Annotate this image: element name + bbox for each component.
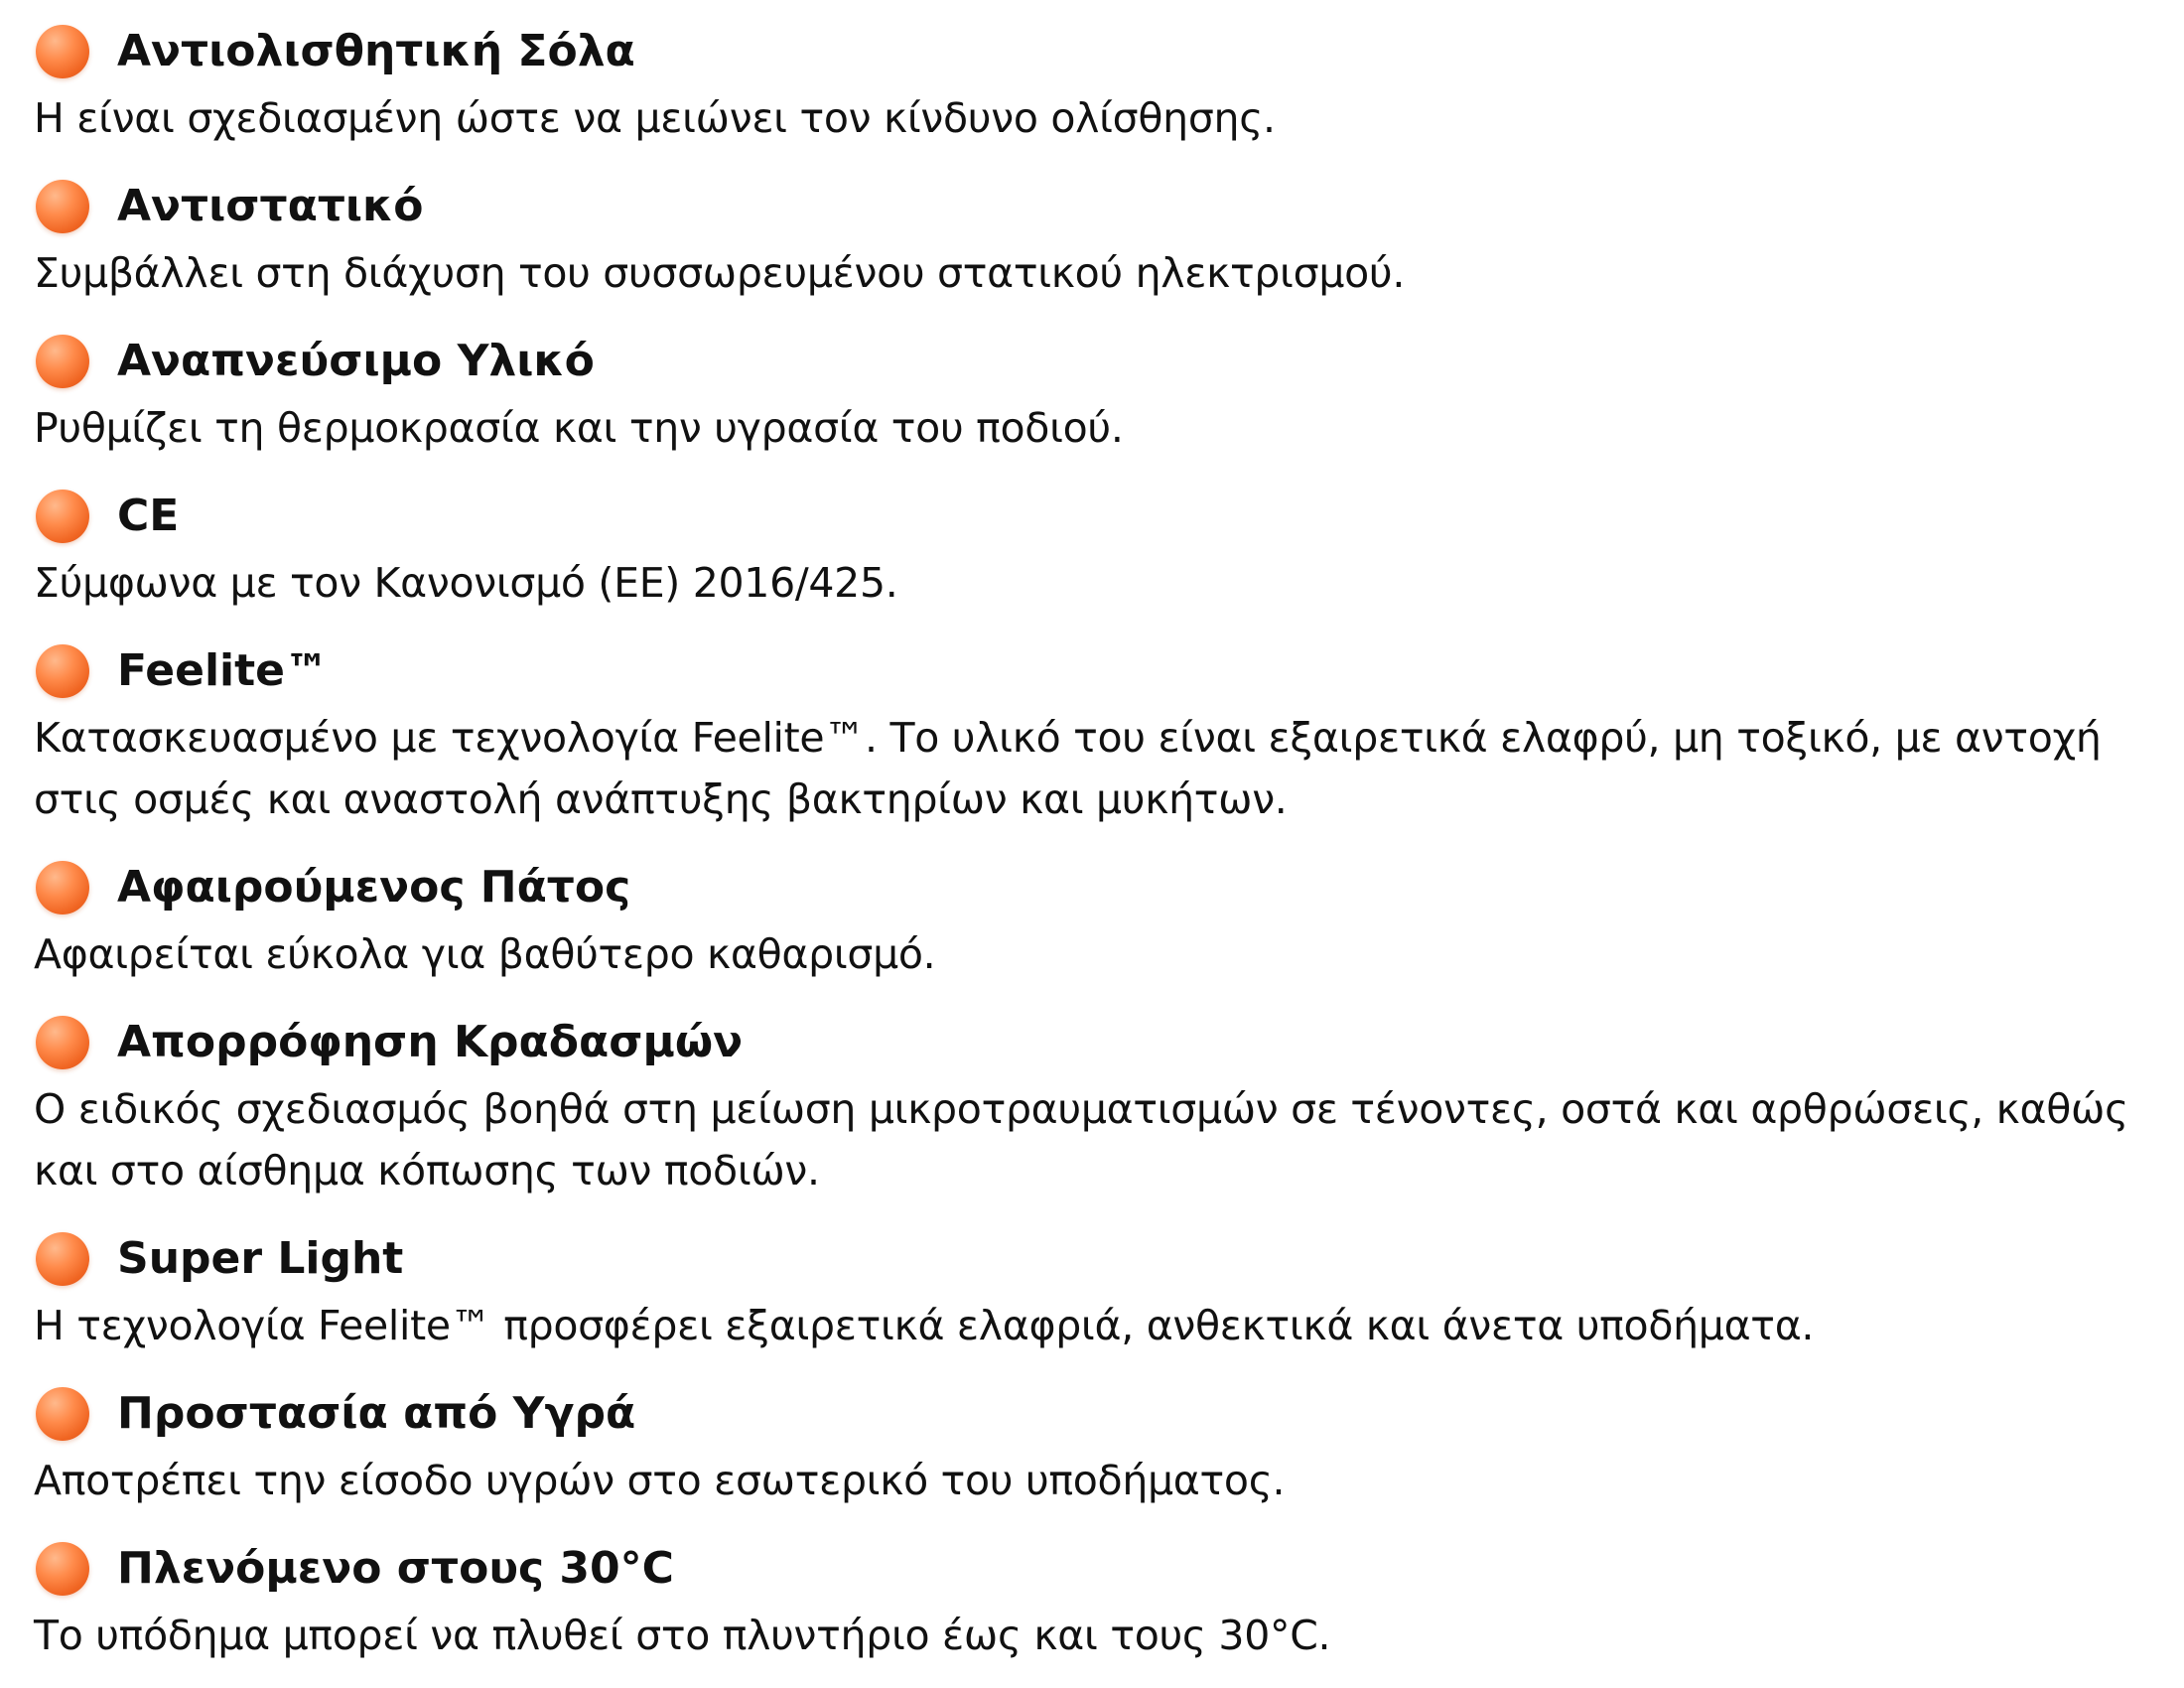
feature-list [34, 16, 2168, 1688]
feature-item-anti-slip [34, 16, 2168, 149]
feature-item-removable-insole [34, 852, 2168, 985]
orange-bullet-icon [36, 644, 89, 698]
feature-item-antistatic [34, 171, 2168, 304]
feature-header [34, 1533, 2168, 1605]
feature-title: Αφαιρούμενος Πάτος [117, 862, 631, 913]
feature-description: Αποτρέπει την είσοδο υγρών στο εσωτερικό του υποδήματος. [34, 1457, 1286, 1504]
orange-bullet-icon [36, 490, 89, 543]
orange-bullet-icon [36, 1232, 89, 1286]
feature-header [34, 1223, 2168, 1295]
feature-title: Απορρόφηση Κραδασμών [117, 1017, 744, 1067]
feature-description: Κατασκευασμένο με τεχνολογία Feelite™. Το υλικό του είναι εξαιρετικά ελαφρύ, μη τοξικό, με αντοχή στις οσμές και αναστολή ανάπτυξης βακτηρίων και μυκήτων. [34, 714, 2102, 823]
feature-header [34, 481, 2168, 552]
feature-title: Αντιστατικό [117, 181, 424, 231]
orange-bullet-icon [36, 180, 89, 233]
feature-header [34, 326, 2168, 397]
feature-title: Feelite™ [117, 645, 329, 696]
orange-bullet-icon [36, 25, 89, 78]
feature-title: Προστασία από Υγρά [117, 1388, 636, 1439]
orange-bullet-icon [36, 861, 89, 914]
feature-title: Πλενόμενο στους 30°C [117, 1543, 674, 1594]
feature-header [34, 1378, 2168, 1450]
feature-description: Η είναι σχεδιασμένη ώστε να μειώνει τον κίνδυνο ολίσθησης. [34, 94, 1276, 142]
feature-item-washable [34, 1533, 2168, 1666]
feature-header [34, 635, 2168, 707]
orange-bullet-icon [36, 1542, 89, 1596]
feature-description: Το υπόδημα μπορεί να πλυθεί στο πλυντήριο έως και τους 30°C. [34, 1612, 1331, 1659]
feature-description: Ο ειδικός σχεδιασμός βοηθά στη μείωση μικροτραυματισμών σε τένοντες, οστά και αρθρώσεις, καθώς και στο αίσθημα κόπωσης των ποδιών. [34, 1085, 2128, 1195]
feature-header [34, 16, 2168, 87]
feature-title: Αναπνεύσιμο Υλικό [117, 336, 595, 386]
feature-title: Super Light [117, 1233, 404, 1284]
feature-item-liquid-protection [34, 1378, 2168, 1511]
feature-header [34, 852, 2168, 923]
feature-item-feelite [34, 635, 2168, 830]
feature-item-super-light [34, 1223, 2168, 1356]
feature-description: Συμβάλλει στη διάχυση του συσσωρευμένου στατικού ηλεκτρισμού. [34, 249, 1406, 297]
feature-header [34, 1007, 2168, 1078]
feature-title: CE [117, 491, 180, 541]
feature-item-ce [34, 481, 2168, 614]
feature-title: Αντιολισθητική Σόλα [117, 26, 635, 76]
feature-item-shock-absorption [34, 1007, 2168, 1201]
feature-header [34, 171, 2168, 242]
feature-description: Ρυθμίζει τη θερμοκρασία και την υγρασία του ποδιού. [34, 404, 1124, 452]
feature-description: Αφαιρείται εύκολα για βαθύτερο καθαρισμό. [34, 930, 936, 978]
feature-description: Η τεχνολογία Feelite™ προσφέρει εξαιρετικά ελαφριά, ανθεκτικά και άνετα υποδήματα. [34, 1302, 1815, 1349]
feature-item-breathable [34, 326, 2168, 459]
orange-bullet-icon [36, 1016, 89, 1069]
orange-bullet-icon [36, 1387, 89, 1441]
orange-bullet-icon [36, 335, 89, 388]
feature-description: Σύμφωνα με τον Κανονισμό (ΕΕ) 2016/425. [34, 559, 898, 607]
